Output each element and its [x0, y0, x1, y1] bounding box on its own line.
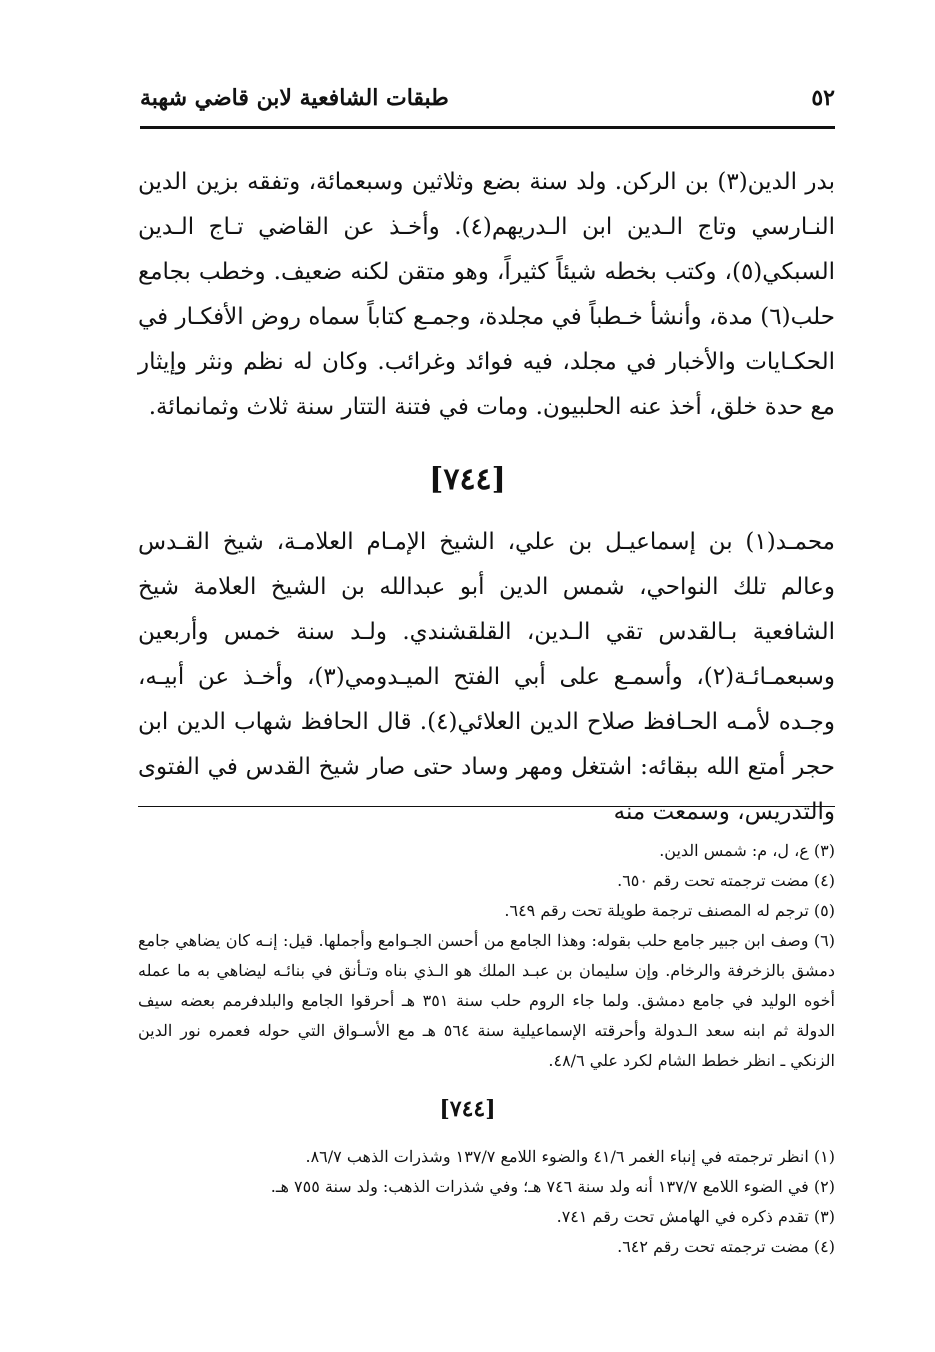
page-header [140, 78, 835, 118]
entry-number-heading: [٧٤٤] [429, 462, 506, 497]
footnote: (١) انظر ترجمته في إنباء الغمر ٤١/٦ والضوء اللامع ١٣٧/٧ وشذرات الذهب ٨٦/٧. [305, 1147, 835, 1166]
body-paragraph-2 [138, 520, 835, 835]
footnote: (٦) وصف ابن جبير جامع حلب بقوله: وهذا الجامع من أحسن الجـوامع وأجملها. قيل: إنـه كان يضاهي جامع دمشق بالزخرفة والرخام. وإن سليمان بن عبـد الملك هو الـذي بناه وتـأنق في بنائـه ليضاهي به ما عمله أخوه الوليد في جامع دمشق. ولما جاء الروم حلب سنة ٣٥١ هـ أحرقوا الجامع والبلدفرمم بعضه سيف الدولة ثم ابنه سعد الـدولة وأحرقته الإسماعيلية سنة ٥٦٤ هـ مع الأسـواق التي حوله فعمره نور الدين الزنكي ـ انظر خطط الشام لكرد علي ٤٨/٦. [138, 931, 835, 1070]
body-paragraph-1 [138, 160, 835, 430]
footnote: (٢) في الضوء اللامع ١٣٧/٧ أنه ولد سنة ٧٤٦ هـ؛ وفي شذرات الذهب: ولد سنة ٧٥٥ هـ. [270, 1177, 835, 1196]
footnote: (٤) مضت ترجمته تحت رقم ٦٥٠. [617, 871, 835, 890]
footnotes-section-1 [138, 836, 835, 1076]
footnote: (٥) ترجم له المصنف ترجمة طويلة تحت رقم ٦٤٩. [504, 901, 835, 920]
header-rule [140, 126, 835, 129]
footnotes-section-2 [138, 1142, 835, 1262]
footnote-separator [138, 806, 835, 807]
footnote: (٣) تقدم ذكره في الهامش تحت رقم ٧٤١. [556, 1207, 835, 1226]
page-number: ٥٢ [811, 85, 835, 111]
paragraph-text: محمـد(١) بن إسماعيـل بن علي، الشيخ الإمـام العلامـة، شيخ القـدس وعالم تلك النواحي، شمس الدين أبو عبدالله بن الشيخ العلامة شيخ الشافعية بـالقدس تقي الـدين، القلقشندي. ولـد سنة خمس وأربعين وسبعمـائـة(٢)، وأسمـع على أبي الفتح الميـدومي(٣)، وأخـذ عن أبيـه، وجـده لأمـه الحـافظ صلاح الدين العلائي(٤). قال الحافظ شهاب الدين ابن حجر أمتع الله ببقائه: اشتغل ومهر وساد حتى صار شيخ القدس في الفتوى والتدريس، وسمعت منه [138, 529, 835, 825]
running-title: طبقات الشافعية لابن قاضي شهبة [140, 85, 449, 111]
footnote: (٣) ع، ل، م: شمس الدين. [659, 841, 835, 860]
footnote-entry-heading: [٧٤٤] [439, 1096, 496, 1122]
footnote: (٤) مضت ترجمته تحت رقم ٦٤٢. [617, 1237, 835, 1256]
paragraph-text: بدر الدين(٣) بن الركن. ولد سنة بضع وثلاثين وسبعمائة، وتفقه بزين الدين النـارسي وتاج الـدين ابن الـدريهم(٤). وأخـذ عن القاضي تـاج الـدين السبكي(٥)، وكتب بخطه شيئاً كثيراً، وهو متقن لكنه ضعيف. وخطب بجامع حلب(٦) مدة، وأنشأ خـطباً في مجلدة، وجمـع كتاباً سماه روض الأفكـار في الحكـايات والأخبار في مجلد، فيه فوائد وغرائب. وكان له نظم ونثر وإيثار مع حدة خلق، أخذ عنه الحلبيون. ومات في فتنة التتار سنة ثلاث وثمانمائة. [138, 169, 836, 420]
